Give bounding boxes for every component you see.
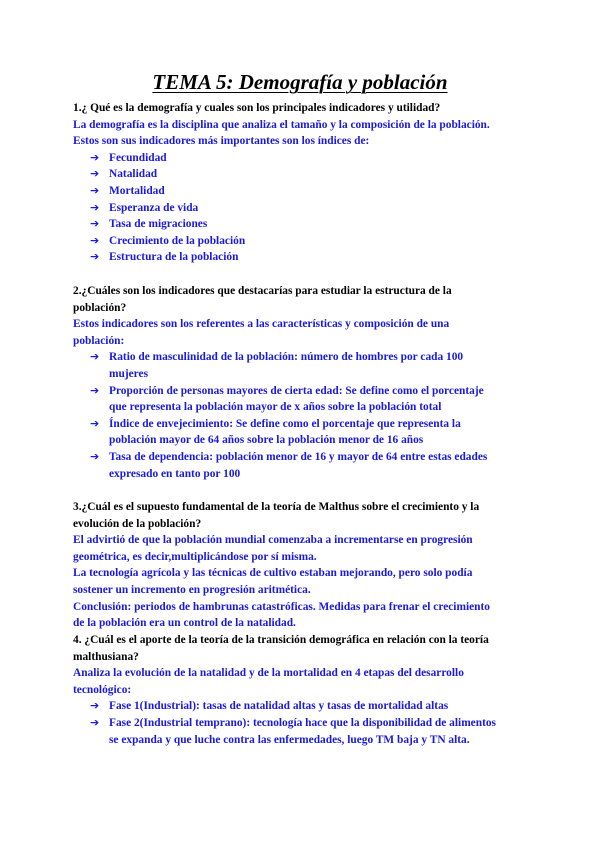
q2-question-line-2: población? — [73, 301, 127, 314]
arrow-right-icon: ➔ — [90, 150, 100, 164]
q2-answer-line-2: población: — [73, 334, 125, 347]
list-item: ➔ Estructura de la población — [73, 249, 528, 266]
q3-question-line-2: evolución de la población? — [73, 517, 202, 530]
list-item: ➔ Fase 2(Industrial temprano): tecnología hace que la disponibilidad de alimentos se expanda y que luche contra las enfermedades, luego TM baja y TN alta. — [90, 715, 496, 746]
arrow-right-icon: ➔ — [90, 200, 100, 214]
document-title: TEMA 5: Demografía y población — [152, 70, 448, 94]
list-item: ➔ Ratio de masculinidad de la población: número de hombres por cada 100 mujeres — [90, 350, 464, 380]
list-item: ➔ Proporción de personas mayores de cierta edad: Se define como el porcentaje que representa la población mayor de x años sobre la población total — [90, 383, 484, 414]
q4-question-line-2: malthusiana? — [73, 650, 139, 663]
list-item: ➔ Tasa de dependencia: población menor de 16 y mayor de 64 entre estas edades expresado en tanto por 100 — [90, 449, 488, 480]
arrow-right-icon: ➔ — [90, 233, 100, 247]
section-q3 — [73, 499, 528, 632]
q3-answer-line-3: La tecnología agrícola y las técnicas de cultivo estaban mejorando, pero solo podía — [73, 567, 473, 580]
arrow-right-icon: ➔ — [90, 183, 100, 197]
q2-question-line-1: 2.¿Cuáles son los indicadores que destacarías para estudiar la estructura de la — [73, 285, 452, 297]
list-item: ➔ Crecimiento de la población — [73, 233, 528, 250]
list-item: ➔ Tasa de migraciones — [73, 216, 528, 233]
q1-indicator-list — [73, 150, 528, 266]
list-item: ➔ Fase 1(Industrial): tasas de natalidad altas y tasas de mortalidad altas — [73, 698, 528, 715]
arrow-right-icon: ➔ — [90, 715, 100, 729]
arrow-right-icon: ➔ — [90, 167, 100, 181]
q1-answer-line-1: La demografía es la disciplina que analiza el tamaño y la composición de la población. — [73, 118, 490, 131]
list-item: ➔ Natalidad — [73, 166, 528, 183]
list-item: ➔ Esperanza de vida — [73, 200, 528, 217]
q3-answer-line-2: geométrica, es decir,multiplicándose por sí misma. — [73, 550, 317, 563]
section-q2 — [73, 283, 528, 482]
q3-answer-line-4: sostener un incremento en progresión aritmética. — [73, 583, 311, 596]
arrow-right-icon: ➔ — [90, 350, 100, 364]
section-q4 — [73, 632, 528, 748]
q4-answer-line-2: tecnológico: — [73, 683, 132, 696]
arrow-right-icon: ➔ — [90, 416, 100, 430]
arrow-right-icon: ➔ — [90, 449, 100, 463]
q1-answer-line-2: Estos son sus indicadores más importantes son los índices de: — [73, 135, 370, 148]
q4-phase-list — [73, 698, 528, 748]
arrow-right-icon: ➔ — [90, 250, 100, 264]
q4-answer-line-1: Analiza la evolución de la natalidad y de la mortalidad en 4 etapas del desarrollo — [73, 667, 464, 680]
arrow-right-icon: ➔ — [90, 217, 100, 231]
q3-question-line-1: 3.¿Cuál es el supuesto fundamental de la teoría de Malthus sobre el crecimiento y la — [73, 501, 480, 513]
q3-answer-line-6: de la población era un control de la natalidad. — [73, 617, 296, 630]
list-item: ➔ Fecundidad — [73, 150, 528, 167]
q4-question-line-1: 4. ¿Cuál es el aporte de la teoría de la transición demográfica en relación con la teoría — [73, 634, 489, 646]
q2-indicator-list — [73, 349, 528, 482]
q1-question: 1.¿ Qué es la demografía y cuales son los principales indicadores y utilidad? — [73, 102, 441, 114]
section-q1 — [73, 100, 528, 266]
q3-answer-line-5: Conclusión: periodos de hambrunas catastróficas. Medidas para frenar el crecimiento — [73, 600, 490, 613]
list-item: ➔ Mortalidad — [73, 183, 528, 200]
q2-answer-line-1: Estos indicadores son los referentes a las características y composición de una — [73, 318, 450, 331]
arrow-right-icon: ➔ — [90, 699, 100, 713]
list-item: ➔ Índice de envejecimiento: Se define como el porcentaje que representa la población mayor de 64 años sobre la población menor de 16 años — [90, 416, 461, 447]
q3-answer-line-1: El advirtió de que la población mundial comenzaba a incrementarse en progresión — [73, 534, 473, 547]
arrow-right-icon: ➔ — [90, 383, 100, 397]
